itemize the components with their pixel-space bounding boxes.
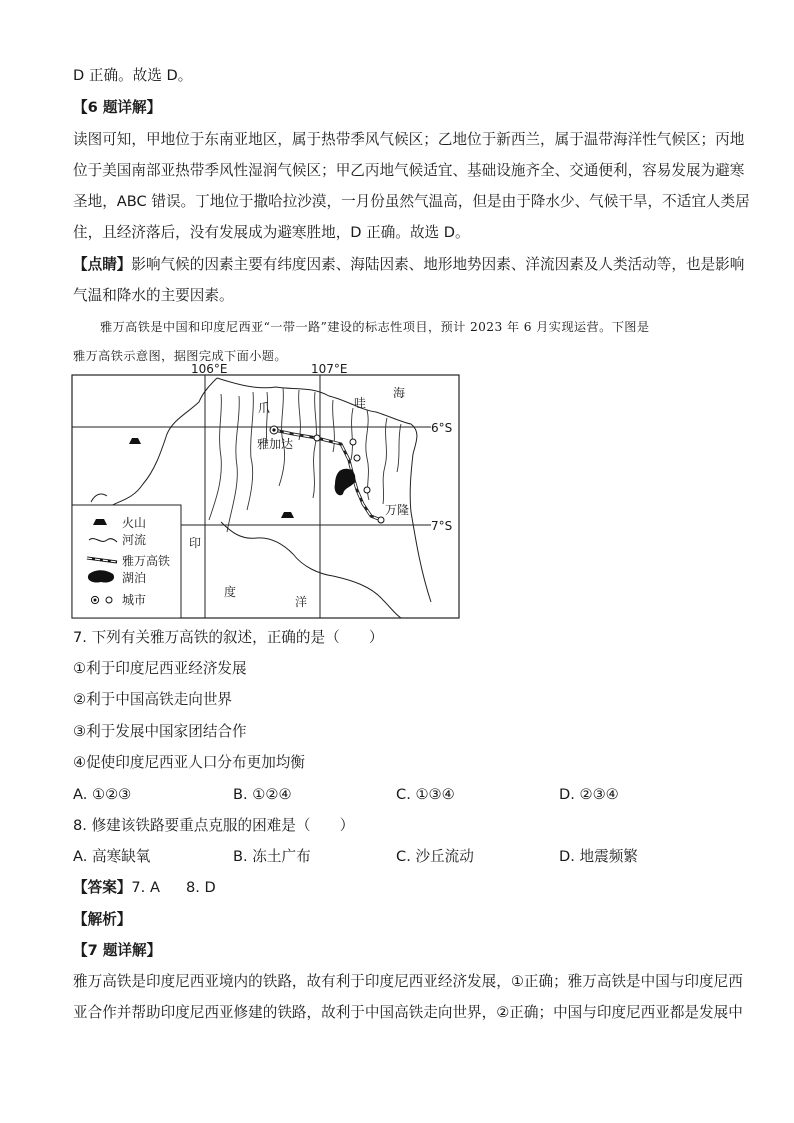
city-label-bandung: 万隆 [385,503,410,517]
city-label-jakarta: 雅加达 [257,437,294,451]
question-stem: 8. 修建该铁路要重点克服的困难是（ ） [73,817,355,834]
coastline [217,378,431,602]
answer-option: B. 冻土广布 [233,848,311,865]
answer-option: C. ①③④ [396,786,455,803]
statement: ④促使印度尼西亚人口分布更加均衡 [73,754,305,771]
latitude-label: 6°S [431,421,453,435]
text-line: 圣地，ABC 错误。丁地位于撒哈拉沙漠，一月份虽然气温高，但是由于降水少、气候干旱，不适宜人类居 [73,193,750,210]
tip-paragraph [73,255,744,275]
analysis-label: 【解析】 [73,911,132,928]
intro-line: 雅万高铁示意图，据图完成下面小题。 [73,349,287,363]
ocean-label: 度 [224,585,237,599]
coastline [91,494,107,502]
intro-line: 雅万高铁是中国和印度尼西亚“一带一路”建设的标志性项目，预计 2023 年 6 月实现运营。下图是 [100,320,650,334]
text-line: 气温和降水的主要因素。 [73,287,234,304]
text-line: 亚合作并帮助印度尼西亚修建的铁路，故利于中国高铁走向世界，②正确；中国与印度尼西亚都是发展中 [73,1004,743,1021]
section-heading: 【6 题详解】 [73,99,162,116]
tip-text: 影响气候的因素主要有纬度因素、海陆因素、地形地势因素、洋流因素及人类活动等，也是影响 [131,256,745,273]
sea-label: 海 [393,386,406,400]
answer-option: A. ①②③ [73,786,132,803]
text-line: 住，且经济落后，没有发展成为避寒胜地，D 正确。故选 D。 [73,224,470,241]
map-legend [72,505,181,618]
sea-label: 爪 [258,401,271,415]
legend-label: 河流 [122,533,147,547]
city-icon [106,597,112,603]
legend-label: 火山 [122,516,147,530]
statement: ③利于发展中国家团结合作 [73,723,247,740]
statement: ①利于印度尼西亚经济发展 [73,660,247,677]
answer-label: 【答案】 [73,879,132,896]
longitude-label: 106°E [191,362,228,376]
legend-label: 湖泊 [122,571,147,585]
answer-line [73,878,216,898]
latitude-label: 7°S [431,519,453,533]
answer-option: D. 地震频繁 [559,848,638,865]
tip-label: 【点睛】 [73,256,132,273]
coastline [101,378,217,512]
legend-label: 城市 [122,593,147,607]
railway-map [71,362,461,620]
answer-option: A. 高寒缺氧 [73,848,151,865]
question-stem: 7. 下列有关雅万高铁的叙述，正确的是（ ） [73,629,384,646]
statement: ②利于中国高铁走向世界 [73,691,233,708]
legend-label: 雅万高铁 [122,554,171,568]
answer-option: B. ①②④ [233,786,292,803]
ocean-label: 洋 [295,595,308,609]
answer-option: C. 沙丘流动 [396,848,474,865]
longitude-label: 107°E [311,362,348,376]
lake-shape [335,469,356,496]
text-line: 雅万高铁是印度尼西亚境内的铁路，故有利于印度尼西亚经济发展，①正确；雅万高铁是中国与印度尼西 [73,973,743,990]
answer-option: D. ②③④ [559,786,619,803]
answer-8: 8. D [185,879,216,896]
text-line: D 正确。故选 D。 [73,67,193,84]
text-line: 位于美国南部亚热带季风性湿润气候区；甲乙丙地气候适宜、基础设施齐全、交通便利，容易发展为避寒 [73,162,745,179]
section-heading: 【7 题详解】 [73,942,162,959]
sea-label: 哇 [354,396,367,410]
text-line: 读图可知，甲地位于东南亚地区，属于热带季风气候区；乙地位于新西兰，属于温带海洋性气候区；丙地 [73,131,745,148]
ocean-label: 印 [189,536,202,550]
coastline [221,522,401,618]
answer-7: 7. A [131,879,160,896]
river-lines [209,388,401,532]
